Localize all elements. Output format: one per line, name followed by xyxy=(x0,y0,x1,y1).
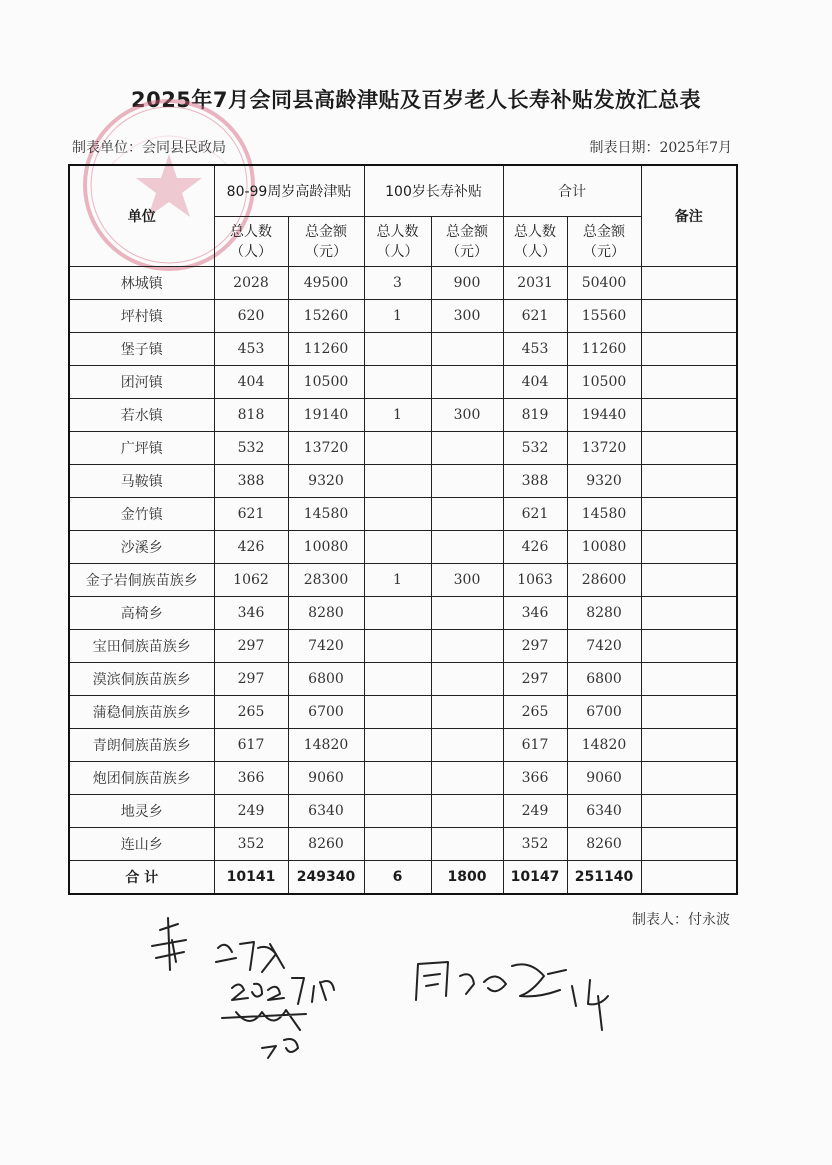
table-row xyxy=(69,696,737,729)
table-row xyxy=(69,399,737,432)
amount-total-cell: 19440 xyxy=(567,399,641,432)
remarks-cell xyxy=(641,267,737,300)
amount-80-cell: 6340 xyxy=(288,795,364,828)
amount-100-cell xyxy=(431,828,503,861)
subsidy-summary-table xyxy=(68,164,738,895)
table-row xyxy=(69,729,737,762)
amount-total-cell: 13720 xyxy=(567,432,641,465)
amount-100-cell: 900 xyxy=(431,267,503,300)
count-total-cell: 265 xyxy=(503,696,567,729)
count-80-cell: 346 xyxy=(214,597,288,630)
unit-cell: 金竹镇 xyxy=(69,498,214,531)
remarks-cell xyxy=(641,828,737,861)
count-100-cell: 1 xyxy=(364,564,431,597)
unit-cell: 金子岩侗族苗族乡 xyxy=(69,564,214,597)
remarks-cell xyxy=(641,366,737,399)
header-group-total: 合计 xyxy=(503,165,641,217)
unit-cell: 蒲稳侗族苗族乡 xyxy=(69,696,214,729)
header-count-total: 总人数 （人） xyxy=(503,217,567,267)
amount-total-cell: 6340 xyxy=(567,795,641,828)
amount-total-cell: 8260 xyxy=(567,828,641,861)
count-80-cell: 366 xyxy=(214,762,288,795)
amount-100-cell xyxy=(431,729,503,762)
amount-100-cell xyxy=(431,696,503,729)
count-100-cell xyxy=(364,828,431,861)
count-total-cell: 346 xyxy=(503,597,567,630)
header-group-80-99: 80-99周岁高龄津贴 xyxy=(214,165,364,217)
remarks-cell xyxy=(641,795,737,828)
count-100-cell xyxy=(364,498,431,531)
header-amount-80: 总金额 （元） xyxy=(288,217,364,267)
count-total-cell: 366 xyxy=(503,762,567,795)
count-total-cell: 297 xyxy=(503,663,567,696)
unit-cell: 青朗侗族苗族乡 xyxy=(69,729,214,762)
amount-80-cell: 9060 xyxy=(288,762,364,795)
table-row xyxy=(69,333,737,366)
amount-80-cell: 10080 xyxy=(288,531,364,564)
remarks-cell xyxy=(641,531,737,564)
count-total-cell: 404 xyxy=(503,366,567,399)
total-label: 合 计 xyxy=(69,861,214,895)
unit-cell: 马鞍镇 xyxy=(69,465,214,498)
amount-80-cell: 13720 xyxy=(288,432,364,465)
count-100-cell xyxy=(364,762,431,795)
amount-80-cell: 8280 xyxy=(288,597,364,630)
count-100-cell xyxy=(364,333,431,366)
table-row xyxy=(69,663,737,696)
table-row xyxy=(69,531,737,564)
amount-100-cell xyxy=(431,432,503,465)
count-80-cell: 404 xyxy=(214,366,288,399)
header-count-100: 总人数 （人） xyxy=(364,217,431,267)
count-100-cell xyxy=(364,729,431,762)
total-amount-100: 1800 xyxy=(431,861,503,895)
count-80-cell: 2028 xyxy=(214,267,288,300)
unit-cell: 漠滨侗族苗族乡 xyxy=(69,663,214,696)
amount-80-cell: 19140 xyxy=(288,399,364,432)
table-row xyxy=(69,267,737,300)
amount-80-cell: 14580 xyxy=(288,498,364,531)
count-80-cell: 297 xyxy=(214,630,288,663)
total-count-total: 10147 xyxy=(503,861,567,895)
count-80-cell: 352 xyxy=(214,828,288,861)
count-80-cell: 265 xyxy=(214,696,288,729)
amount-80-cell: 6800 xyxy=(288,663,364,696)
count-100-cell xyxy=(364,531,431,564)
amount-100-cell: 300 xyxy=(431,399,503,432)
total-count-100: 6 xyxy=(364,861,431,895)
amount-80-cell: 8260 xyxy=(288,828,364,861)
unit-cell: 沙溪乡 xyxy=(69,531,214,564)
unit-cell: 宝田侗族苗族乡 xyxy=(69,630,214,663)
remarks-cell xyxy=(641,663,737,696)
count-100-cell: 1 xyxy=(364,300,431,333)
table-row xyxy=(69,597,737,630)
amount-total-cell: 14820 xyxy=(567,729,641,762)
count-80-cell: 453 xyxy=(214,333,288,366)
prepared-by: 制表人：付永波 xyxy=(632,912,730,928)
count-100-cell xyxy=(364,696,431,729)
amount-100-cell xyxy=(431,498,503,531)
count-80-cell: 620 xyxy=(214,300,288,333)
document-title: 2025年7月会同县高龄津贴及百岁老人长寿补贴发放汇总表 xyxy=(130,88,702,112)
header-count-80: 总人数 （人） xyxy=(214,217,288,267)
table-row xyxy=(69,498,737,531)
total-amount-total: 251140 xyxy=(567,861,641,895)
amount-80-cell: 14820 xyxy=(288,729,364,762)
amount-total-cell: 10500 xyxy=(567,366,641,399)
amount-100-cell xyxy=(431,531,503,564)
count-100-cell xyxy=(364,630,431,663)
table-row xyxy=(69,465,737,498)
amount-100-cell xyxy=(431,762,503,795)
unit-cell: 若水镇 xyxy=(69,399,214,432)
count-total-cell: 1063 xyxy=(503,564,567,597)
count-total-cell: 426 xyxy=(503,531,567,564)
amount-100-cell xyxy=(431,663,503,696)
count-100-cell: 1 xyxy=(364,399,431,432)
table-row xyxy=(69,432,737,465)
header-group-100: 100岁长寿补贴 xyxy=(364,165,503,217)
count-total-cell: 621 xyxy=(503,498,567,531)
amount-total-cell: 10080 xyxy=(567,531,641,564)
table-row xyxy=(69,795,737,828)
prepared-date: 制表日期：2025年7月 xyxy=(589,140,732,156)
amount-total-cell: 8280 xyxy=(567,597,641,630)
amount-80-cell: 15260 xyxy=(288,300,364,333)
amount-80-cell: 10500 xyxy=(288,366,364,399)
amount-total-cell: 50400 xyxy=(567,267,641,300)
count-total-cell: 617 xyxy=(503,729,567,762)
total-row xyxy=(69,861,737,895)
amount-100-cell xyxy=(431,366,503,399)
count-100-cell xyxy=(364,465,431,498)
prepared-unit: 制表单位：会同县民政局 xyxy=(72,140,226,156)
count-80-cell: 388 xyxy=(214,465,288,498)
amount-100-cell xyxy=(431,597,503,630)
remarks-cell xyxy=(641,696,737,729)
amount-80-cell: 11260 xyxy=(288,333,364,366)
count-total-cell: 249 xyxy=(503,795,567,828)
count-80-cell: 297 xyxy=(214,663,288,696)
total-remarks xyxy=(641,861,737,895)
count-80-cell: 426 xyxy=(214,531,288,564)
table-row xyxy=(69,630,737,663)
header-amount-100: 总金额 （元） xyxy=(431,217,503,267)
unit-cell: 坪村镇 xyxy=(69,300,214,333)
remarks-cell xyxy=(641,762,737,795)
unit-cell: 地灵乡 xyxy=(69,795,214,828)
count-total-cell: 621 xyxy=(503,300,567,333)
remarks-cell xyxy=(641,597,737,630)
count-total-cell: 352 xyxy=(503,828,567,861)
remarks-cell xyxy=(641,300,737,333)
unit-cell: 高椅乡 xyxy=(69,597,214,630)
amount-80-cell: 6700 xyxy=(288,696,364,729)
unit-cell: 炮团侗族苗族乡 xyxy=(69,762,214,795)
remarks-cell xyxy=(641,333,737,366)
total-count-80: 10141 xyxy=(214,861,288,895)
count-100-cell xyxy=(364,432,431,465)
count-total-cell: 297 xyxy=(503,630,567,663)
amount-total-cell: 28600 xyxy=(567,564,641,597)
amount-80-cell: 28300 xyxy=(288,564,364,597)
count-100-cell xyxy=(364,795,431,828)
amount-total-cell: 6700 xyxy=(567,696,641,729)
count-total-cell: 453 xyxy=(503,333,567,366)
header-amount-total: 总金额 （元） xyxy=(567,217,641,267)
amount-total-cell: 6800 xyxy=(567,663,641,696)
table-row xyxy=(69,300,737,333)
remarks-cell xyxy=(641,465,737,498)
count-total-cell: 819 xyxy=(503,399,567,432)
remarks-cell xyxy=(641,630,737,663)
amount-80-cell: 49500 xyxy=(288,267,364,300)
header-unit: 单位 xyxy=(69,165,214,267)
amount-100-cell xyxy=(431,333,503,366)
count-total-cell: 532 xyxy=(503,432,567,465)
total-amount-80: 249340 xyxy=(288,861,364,895)
unit-cell: 广坪镇 xyxy=(69,432,214,465)
count-100-cell xyxy=(364,597,431,630)
table-row xyxy=(69,828,737,861)
unit-cell: 堡子镇 xyxy=(69,333,214,366)
count-100-cell xyxy=(364,366,431,399)
count-100-cell: 3 xyxy=(364,267,431,300)
table-row xyxy=(69,366,737,399)
amount-80-cell: 7420 xyxy=(288,630,364,663)
table-row xyxy=(69,762,737,795)
count-80-cell: 249 xyxy=(214,795,288,828)
count-80-cell: 621 xyxy=(214,498,288,531)
header-remarks: 备注 xyxy=(641,165,737,267)
remarks-cell xyxy=(641,432,737,465)
unit-cell: 连山乡 xyxy=(69,828,214,861)
amount-100-cell xyxy=(431,795,503,828)
amount-100-cell xyxy=(431,630,503,663)
amount-80-cell: 9320 xyxy=(288,465,364,498)
amount-100-cell xyxy=(431,465,503,498)
amount-100-cell: 300 xyxy=(431,300,503,333)
remarks-cell xyxy=(641,399,737,432)
remarks-cell xyxy=(641,498,737,531)
unit-cell: 林城镇 xyxy=(69,267,214,300)
count-80-cell: 532 xyxy=(214,432,288,465)
amount-total-cell: 14580 xyxy=(567,498,641,531)
unit-cell: 团河镇 xyxy=(69,366,214,399)
count-total-cell: 2031 xyxy=(503,267,567,300)
amount-total-cell: 9060 xyxy=(567,762,641,795)
count-100-cell xyxy=(364,663,431,696)
amount-total-cell: 7420 xyxy=(567,630,641,663)
count-80-cell: 818 xyxy=(214,399,288,432)
count-total-cell: 388 xyxy=(503,465,567,498)
amount-total-cell: 9320 xyxy=(567,465,641,498)
amount-total-cell: 15560 xyxy=(567,300,641,333)
amount-100-cell: 300 xyxy=(431,564,503,597)
remarks-cell xyxy=(641,564,737,597)
amount-total-cell: 11260 xyxy=(567,333,641,366)
count-80-cell: 1062 xyxy=(214,564,288,597)
remarks-cell xyxy=(641,729,737,762)
count-80-cell: 617 xyxy=(214,729,288,762)
table-row xyxy=(69,564,737,597)
